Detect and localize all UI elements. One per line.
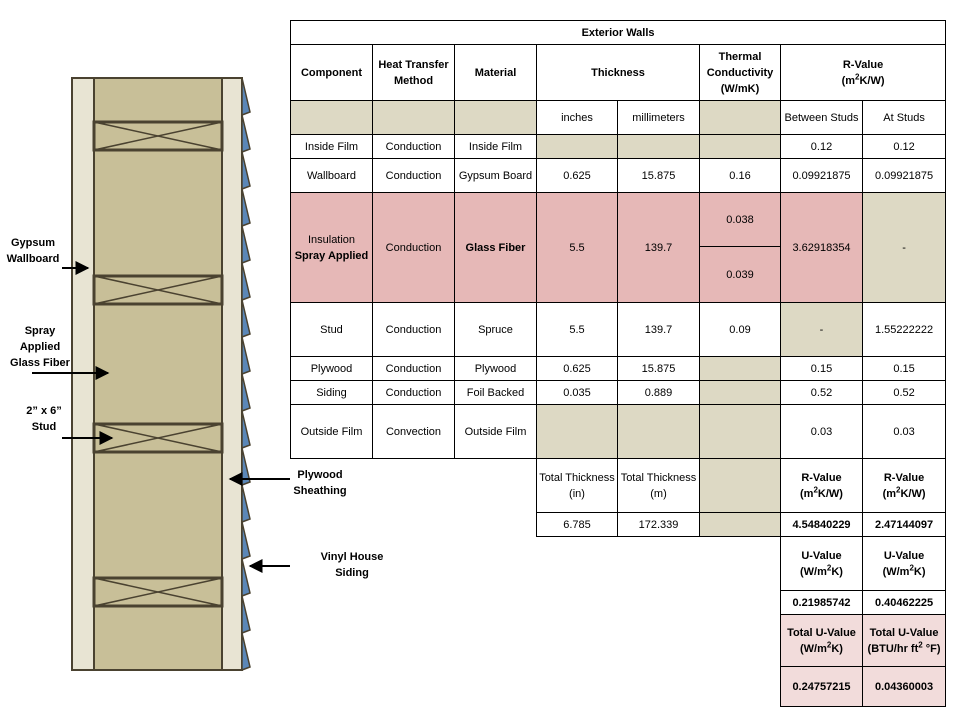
cell-component-line1: Insulation bbox=[307, 233, 356, 246]
cell-r-between: 0.12 bbox=[781, 135, 863, 159]
total-u-imp-sup: 2 bbox=[918, 639, 923, 649]
u-at-label bbox=[863, 537, 946, 591]
siding-slat bbox=[242, 337, 250, 374]
total-u-si-label-text: Total U-Value bbox=[787, 626, 856, 639]
cell-component: Plywood bbox=[291, 357, 373, 381]
total-thickness-m: 172.339 bbox=[618, 513, 700, 537]
total-thickness-in-label: Total Thickness (in) bbox=[537, 459, 618, 513]
cell-material: Foil Backed bbox=[455, 381, 537, 405]
table-row bbox=[291, 405, 946, 459]
table-title: Exterior Walls bbox=[291, 21, 946, 45]
plywood-sheathing-layer bbox=[222, 78, 242, 670]
cell-component: Outside Film bbox=[291, 405, 373, 459]
cell-material: Glass Fiber bbox=[455, 193, 537, 303]
table-row bbox=[291, 381, 946, 405]
cell-material: Gypsum Board bbox=[455, 159, 537, 193]
units-blank bbox=[700, 101, 781, 135]
siding-slat bbox=[242, 559, 250, 596]
cell-inches bbox=[537, 135, 618, 159]
totals-blank bbox=[700, 513, 781, 537]
cell-r-between: 3.62918354 bbox=[781, 193, 863, 303]
cell-inches: 5.5 bbox=[537, 193, 618, 303]
unit-millimeters: millimeters bbox=[618, 101, 700, 135]
total-u-imp: 0.04360003 bbox=[863, 667, 946, 707]
total-r-between-unit-pre: (m bbox=[800, 487, 814, 500]
cell-mm: 0.889 bbox=[618, 381, 700, 405]
siding-slat bbox=[242, 522, 250, 559]
table-row bbox=[291, 357, 946, 381]
siding-slat bbox=[242, 263, 250, 300]
stud-block bbox=[94, 424, 222, 452]
u-between-label-text: U-Value bbox=[801, 549, 842, 562]
cell-inches: 5.5 bbox=[537, 303, 618, 357]
cell-mm: 139.7 bbox=[618, 193, 700, 303]
exterior-walls-table bbox=[290, 20, 946, 707]
vinyl-siding-callout: Vinyl House Siding bbox=[320, 551, 384, 579]
unit-at-studs: At Studs bbox=[863, 101, 946, 135]
total-r-at: 2.47144097 bbox=[863, 513, 946, 537]
cell-r-at: 1.55222222 bbox=[863, 303, 946, 357]
cell-material: Spruce bbox=[455, 303, 537, 357]
cell-conductivity bbox=[700, 405, 781, 459]
cell-r-between: 0.15 bbox=[781, 357, 863, 381]
cell-component-line2: Spray Applied bbox=[294, 249, 369, 262]
total-u-imp-unit-pre: (BTU/hr ft bbox=[867, 642, 919, 655]
cell-conductivity: 0.038 bbox=[700, 193, 781, 247]
u-at-label-text: U-Value bbox=[883, 549, 925, 562]
total-thickness-m-label: Total Thickness (m) bbox=[618, 459, 700, 513]
unit-inches: inches bbox=[537, 101, 618, 135]
total-r-at-unit-post: K/W) bbox=[900, 487, 926, 500]
siding-slat bbox=[242, 596, 250, 633]
cell-r-between: 0.52 bbox=[781, 381, 863, 405]
cell-method: Conduction bbox=[373, 193, 455, 303]
cell-r-at: 0.15 bbox=[863, 357, 946, 381]
total-u-si-unit-pre: (W/m bbox=[800, 642, 827, 655]
stud-block bbox=[94, 276, 222, 304]
u-between-label bbox=[781, 537, 863, 591]
plywood-sheathing-callout: Plywood Sheathing bbox=[293, 469, 347, 497]
total-r-between-sup: 2 bbox=[813, 484, 818, 494]
cell-inches: 0.625 bbox=[537, 357, 618, 381]
header-rvalue-unit-pre: (m bbox=[841, 74, 856, 87]
u-between-unit-post: K) bbox=[831, 565, 843, 578]
total-u-si: 0.24757215 bbox=[781, 667, 863, 707]
siding-slat bbox=[242, 300, 250, 337]
header-rvalue bbox=[781, 45, 946, 101]
total-r-at-unit-pre: (m bbox=[882, 487, 897, 500]
total-u-imp-label bbox=[863, 615, 946, 667]
total-r-at-label-text: R-Value bbox=[883, 471, 925, 484]
cell-conductivity bbox=[700, 135, 781, 159]
cell-mm bbox=[618, 405, 700, 459]
total-r-between-label-text: R-Value bbox=[801, 471, 842, 484]
cell-mm bbox=[618, 135, 700, 159]
gypsum-wallboard-callout: Gypsum Wallboard bbox=[6, 237, 60, 265]
header-rvalue-label: R-Value bbox=[842, 58, 884, 71]
siding-slat bbox=[242, 115, 250, 152]
total-u-si-sup: 2 bbox=[826, 639, 832, 649]
cell-method: Conduction bbox=[373, 159, 455, 193]
cell-component: Siding bbox=[291, 381, 373, 405]
cell-component: Wallboard bbox=[291, 159, 373, 193]
unit-between-studs: Between Studs bbox=[781, 101, 863, 135]
u-between-unit-pre: (W/m bbox=[800, 565, 827, 578]
totals-blank bbox=[700, 459, 781, 513]
stud-block bbox=[94, 578, 222, 606]
header-component: Component bbox=[291, 45, 373, 101]
cell-r-between: 0.03 bbox=[781, 405, 863, 459]
cell-material: Plywood bbox=[455, 357, 537, 381]
cell-r-between: - bbox=[781, 303, 863, 357]
cell-inches bbox=[537, 405, 618, 459]
cell-material: Inside Film bbox=[455, 135, 537, 159]
header-conductivity: Thermal Conductivity (W/mK) bbox=[700, 45, 781, 101]
total-r-between-unit-post: K/W) bbox=[817, 487, 843, 500]
cell-r-at: 0.03 bbox=[863, 405, 946, 459]
cell-mm: 15.875 bbox=[618, 357, 700, 381]
cell-conductivity: 0.16 bbox=[700, 159, 781, 193]
cell-component: Stud bbox=[291, 303, 373, 357]
cell-method: Conduction bbox=[373, 381, 455, 405]
siding-slat bbox=[242, 411, 250, 448]
units-blank bbox=[291, 101, 373, 135]
u-between: 0.21985742 bbox=[781, 591, 863, 615]
table-row bbox=[291, 135, 946, 159]
header-material: Material bbox=[455, 45, 537, 101]
cell-conductivity: 0.039 bbox=[700, 247, 781, 303]
total-r-between: 4.54840229 bbox=[781, 513, 863, 537]
cell-method: Convection bbox=[373, 405, 455, 459]
total-thickness-in: 6.785 bbox=[537, 513, 618, 537]
units-blank bbox=[373, 101, 455, 135]
cell-r-at: - bbox=[863, 193, 946, 303]
cell-conductivity bbox=[700, 357, 781, 381]
cell-component: Inside Film bbox=[291, 135, 373, 159]
cell-method: Conduction bbox=[373, 357, 455, 381]
u-at: 0.40462225 bbox=[863, 591, 946, 615]
siding-slat bbox=[242, 226, 250, 263]
siding-slat bbox=[242, 152, 250, 189]
cell-inches: 0.035 bbox=[537, 381, 618, 405]
stud-callout: 2” x 6” Stud bbox=[26, 405, 62, 433]
total-r-between-label bbox=[781, 459, 863, 513]
u-at-sup: 2 bbox=[909, 562, 914, 572]
cell-r-between: 0.09921875 bbox=[781, 159, 863, 193]
siding-slat bbox=[242, 78, 250, 115]
cell-method: Conduction bbox=[373, 303, 455, 357]
cell-component bbox=[291, 193, 373, 303]
u-at-unit-pre: (W/m bbox=[882, 565, 910, 578]
u-between-sup: 2 bbox=[826, 562, 832, 572]
siding-slat bbox=[242, 374, 250, 411]
units-blank bbox=[455, 101, 537, 135]
cell-r-at: 0.09921875 bbox=[863, 159, 946, 193]
stud-block bbox=[94, 122, 222, 150]
total-u-si-unit-post: K) bbox=[831, 642, 843, 655]
total-u-imp-label-text: Total U-Value bbox=[869, 626, 939, 639]
spray-glass-fiber-callout: Spray Applied Glass Fiber bbox=[10, 325, 70, 369]
cell-mm: 139.7 bbox=[618, 303, 700, 357]
vinyl-siding-layer bbox=[242, 78, 250, 670]
header-thickness: Thickness bbox=[537, 45, 700, 101]
cell-inches: 0.625 bbox=[537, 159, 618, 193]
cell-method: Conduction bbox=[373, 135, 455, 159]
siding-slat bbox=[242, 485, 250, 522]
cell-conductivity bbox=[700, 381, 781, 405]
cell-material: Outside Film bbox=[455, 405, 537, 459]
cell-mm: 15.875 bbox=[618, 159, 700, 193]
cell-conductivity: 0.09 bbox=[700, 303, 781, 357]
cell-r-at: 0.12 bbox=[863, 135, 946, 159]
total-r-at-sup: 2 bbox=[896, 484, 901, 494]
table-row bbox=[291, 303, 946, 357]
header-rvalue-unit-post: K/W) bbox=[859, 74, 885, 87]
header-method: Heat Transfer Method bbox=[373, 45, 455, 101]
total-r-at-label bbox=[863, 459, 946, 513]
table-row bbox=[291, 159, 946, 193]
cell-r-at: 0.52 bbox=[863, 381, 946, 405]
header-rvalue-sup: 2 bbox=[855, 71, 860, 81]
table-row bbox=[291, 193, 946, 247]
siding-slat bbox=[242, 633, 250, 670]
siding-slat bbox=[242, 189, 250, 226]
total-u-imp-unit-post: °F) bbox=[922, 642, 941, 655]
total-u-si-label bbox=[781, 615, 863, 667]
u-at-unit-post: K) bbox=[913, 565, 926, 578]
